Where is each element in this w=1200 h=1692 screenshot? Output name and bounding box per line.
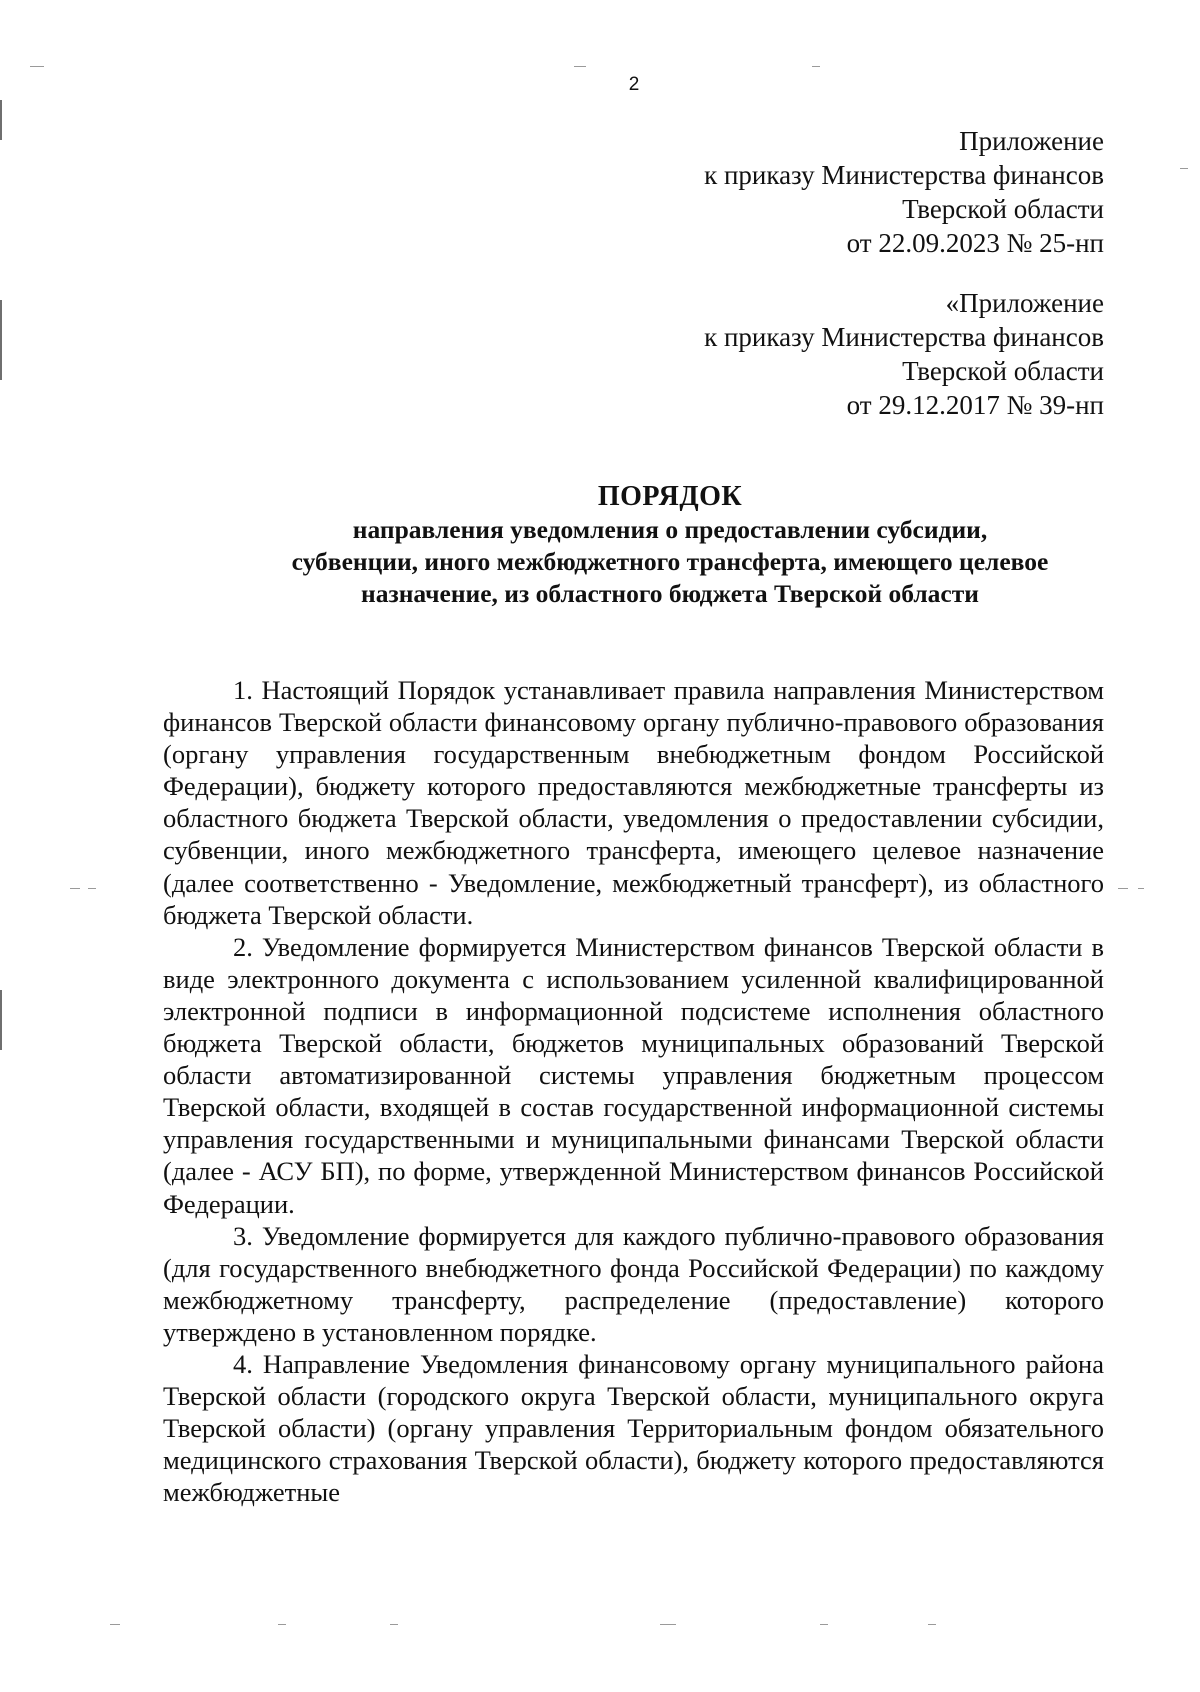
appendix-current-line: Приложение (959, 126, 1104, 156)
appendix-original-line: к приказу Министерства финансов (704, 322, 1104, 352)
scan-dash (660, 1624, 676, 1625)
document-body (163, 674, 1104, 1508)
scan-dash (30, 66, 44, 67)
scan-dash (1138, 888, 1144, 889)
scan-edge-mark (0, 100, 2, 140)
appendix-current-line: от 22.09.2023 № 25-нп (846, 228, 1104, 258)
scan-edge-mark (0, 990, 2, 1050)
scan-dash (1118, 888, 1128, 889)
document-subtitle-line: направления уведомления о предоставлении субсидии, (352, 515, 988, 544)
paragraph-2: 2. Уведомление формируется Министерством финансов Тверской области в виде электронного документа с использованием усиленной квалифицированной электронной подписи в информационной подсистеме исполнения областного бюджета Тверской области, бюджетов муниципальных образований Тверской области автоматизированной системы управления бюджетным процессом Тверской области, входящей в состав государственной информационной системы управления государственными и муниципальными финансами Тверской области (далее - АСУ БП), по форме, утвержденной Министерством финансов Российской Федерации. (163, 931, 1104, 1219)
scan-dash (70, 888, 80, 889)
document-subtitle-line: субвенции, иного межбюджетного трансферта, имеющего целевое (291, 547, 1049, 576)
paragraph-3: 3. Уведомление формируется для каждого публично-правового образования (для государственного внебюджетного фонда Российской Федерации) по каждому межбюджетному трансферту, распределение (предоставление) которого утверждено в установленном порядке. (163, 1220, 1104, 1347)
document-title: ПОРЯДОК (597, 481, 743, 512)
appendix-original-line: Тверской области (902, 356, 1104, 386)
scan-edge-mark (0, 300, 2, 380)
scan-dash (278, 1624, 286, 1625)
scan-dash (88, 888, 96, 889)
scan-dash (110, 1624, 120, 1625)
scan-dash (812, 66, 820, 67)
scan-dash (390, 1624, 398, 1625)
document-subtitle-line: назначение, из областного бюджета Тверской области (361, 579, 979, 608)
appendix-original-line: «Приложение (945, 288, 1104, 318)
scan-dash (820, 1624, 828, 1625)
scan-dash (574, 66, 586, 67)
page-number: 2 (628, 74, 640, 95)
appendix-current-line: Тверской области (902, 194, 1104, 224)
document-title-block (140, 480, 1200, 610)
scan-dash (1180, 168, 1188, 169)
scan-dash (928, 1624, 936, 1625)
appendix-header-original (704, 286, 1104, 422)
paragraph-1: 1. Настоящий Порядок устанавливает правила направления Министерством финансов Тверской области финансовому органу публично-правового образования (органу управления государственным внебюджетным фондом Российской Федерации), бюджету которого предоставляются межбюджетные трансферты из областного бюджета Тверской области, уведомления о предоставлении субсидии, субвенции, иного межбюджетного трансферта, имеющего целевое назначение (далее соответственно - Уведомление, межбюджетный трансферт), из областного бюджета Тверской области. (163, 675, 1104, 930)
appendix-current-line: к приказу Министерства финансов (704, 160, 1104, 190)
appendix-header-current (704, 124, 1104, 260)
appendix-original-line: от 29.12.2017 № 39-нп (846, 390, 1104, 420)
paragraph-4: 4. Направление Уведомления финансовому органу муниципального района Тверской области (городского округа Тверской области, муниципального округа Тверской области) (органу управления Территориальным фондом обязательного медицинского страхования Тверской области), бюджету которого предоставляются межбюджетные (163, 1348, 1104, 1508)
